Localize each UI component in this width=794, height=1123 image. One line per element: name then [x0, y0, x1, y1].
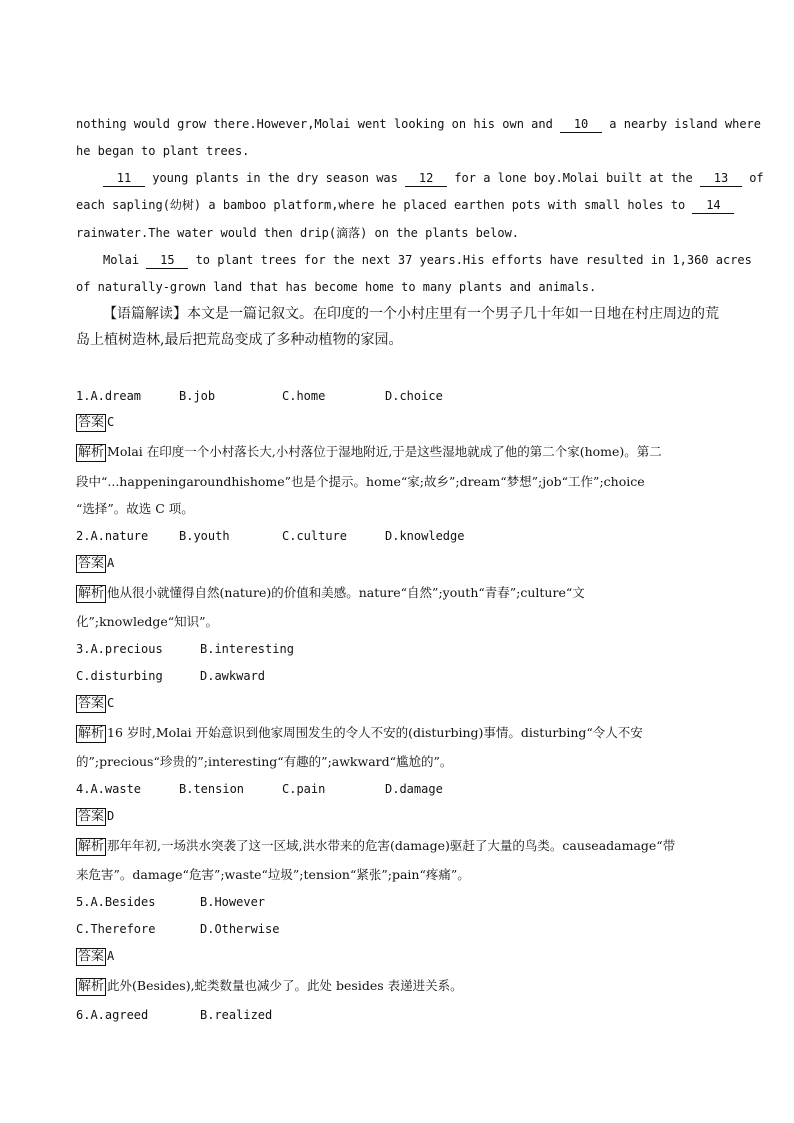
question-2-analysis [76, 584, 722, 603]
question-3-analysis [76, 724, 722, 743]
question-5-options [76, 921, 722, 937]
passage-text: of [741, 171, 764, 185]
question-2-answer [76, 555, 722, 573]
question-4-analysis: 来危害”。damage“危害”;waste“垃圾”;tension“紧张”;pain“疼痛”。 [76, 867, 470, 882]
answer-value: D [107, 809, 115, 823]
answer-label: 答案 [78, 556, 105, 571]
passage-line [76, 116, 762, 133]
blank-15: 15 [146, 252, 188, 269]
analysis-text: 那年年初,一场洪水突袭了这一区域,洪水带来的危害(damage)驱赶了大量的鸟类。causeadamage“带 [107, 838, 676, 853]
question-4-answer [76, 808, 722, 826]
question-6-options [76, 1007, 722, 1023]
answer-label: 答案 [78, 809, 105, 824]
analysis-text: 16 岁时,Molai 开始意识到他家周围发生的令人不安的(disturbing)事情。disturbing“令人不安 [107, 725, 643, 740]
analysis-label: 解析 [78, 979, 105, 994]
analysis-text: 他从很小就懂得自然(nature)的价值和美感。nature“自然”;youth“青春”;culture“文 [107, 585, 585, 600]
question-1-answer [76, 414, 722, 432]
question-3-analysis: 的”;precious“珍贵的”;interesting“有趣的”;awkward“尴尬的”。 [76, 754, 453, 769]
option: B.interesting [200, 642, 294, 656]
blank-12: 12 [405, 170, 447, 187]
analysis-text: 此外(Besides),蛇类数量也减少了。此处 besides 表递进关系。 [107, 978, 463, 993]
option: C.pain [282, 782, 326, 796]
answer-label: 答案 [78, 696, 105, 711]
answer-value: A [107, 949, 115, 963]
question-4-analysis [76, 837, 722, 856]
analysis-label: 解析 [78, 726, 105, 741]
passage-text: to plant trees for the next 37 years.His efforts have resulted in 1,360 acres [188, 253, 752, 267]
passage-line: rainwater.The water would then drip(滴落) on the plants below. [76, 226, 520, 240]
blank-10: 10 [560, 116, 602, 133]
analysis-label: 解析 [78, 839, 105, 854]
option: B.realized [200, 1008, 273, 1022]
option: 6.A.agreed [76, 1008, 149, 1022]
question-5-answer [76, 948, 722, 966]
analysis-label: 解析 [78, 586, 105, 601]
option: 2.A.nature [76, 529, 149, 543]
option: 1.A.dream [76, 389, 142, 403]
option: B.However [200, 895, 266, 909]
answer-label: 答案 [78, 415, 105, 430]
option: 3.A.precious [76, 642, 163, 656]
passage-text: nothing would grow there.However,Molai went looking on his own and [76, 117, 561, 131]
option: D.Otherwise [200, 922, 280, 936]
reading-summary: 【语篇解读】本文是一篇记叙文。在印度的一个小村庄里有一个男子几十年如一日地在村庄周边的荒 [103, 306, 719, 322]
blank-13: 13 [700, 170, 742, 187]
passage-line: of naturally-grown land that has become home to many plants and animals. [76, 280, 597, 294]
option: D.choice [385, 389, 443, 403]
passage-line [76, 197, 722, 214]
option: C.disturbing [76, 669, 163, 683]
passage-line [103, 170, 764, 187]
question-4-options [76, 781, 722, 797]
question-1-analysis: “选择”。故选 C 项。 [76, 501, 194, 516]
question-5-analysis [76, 977, 722, 996]
answer-value: C [107, 415, 115, 429]
question-5-options [76, 894, 722, 910]
passage-text: a nearby island where [602, 117, 762, 131]
option: C.culture [282, 529, 348, 543]
option: 4.A.waste [76, 782, 142, 796]
option: D.knowledge [385, 529, 465, 543]
option: B.job [179, 389, 216, 403]
option: D.damage [385, 782, 443, 796]
question-3-options [76, 641, 722, 657]
question-3-options [76, 668, 722, 684]
passage-line [103, 252, 752, 269]
reading-summary: 岛上植树造林,最后把荒岛变成了多种动植物的家园。 [76, 332, 403, 348]
passage-text: each sapling(幼树) a bamboo platform,where he placed earthen pots with small holes to [76, 198, 693, 212]
option: B.youth [179, 529, 230, 543]
question-3-answer [76, 695, 722, 713]
answer-value: A [107, 556, 115, 570]
analysis-text: Molai 在印度一个小村落长大,小村落位于湿地附近,于是这些湿地就成了他的第二个家(home)。第二 [107, 444, 662, 459]
analysis-label: 解析 [78, 445, 105, 460]
passage-text: young plants in the dry season was [145, 171, 406, 185]
blank-14: 14 [692, 197, 734, 214]
option: B.tension [179, 782, 245, 796]
option: C.home [282, 389, 326, 403]
question-2-options [76, 528, 722, 544]
option: C.Therefore [76, 922, 156, 936]
passage-text: for a lone boy.Molai built at the [447, 171, 700, 185]
option: D.awkward [200, 669, 266, 683]
answer-value: C [107, 696, 115, 710]
question-1-analysis: 段中“...happeningaroundhishome”也是个提示。home“家;故乡”;dream“梦想”;job“工作”;choice [76, 474, 645, 489]
question-1-options [76, 388, 722, 404]
passage-line: he began to plant trees. [76, 144, 250, 158]
option: 5.A.Besides [76, 895, 156, 909]
question-2-analysis: 化”;knowledge“知识”。 [76, 614, 219, 629]
passage-text: Molai [103, 253, 147, 267]
question-1-analysis [76, 443, 722, 462]
blank-11: 11 [103, 170, 145, 187]
answer-label: 答案 [78, 949, 105, 964]
